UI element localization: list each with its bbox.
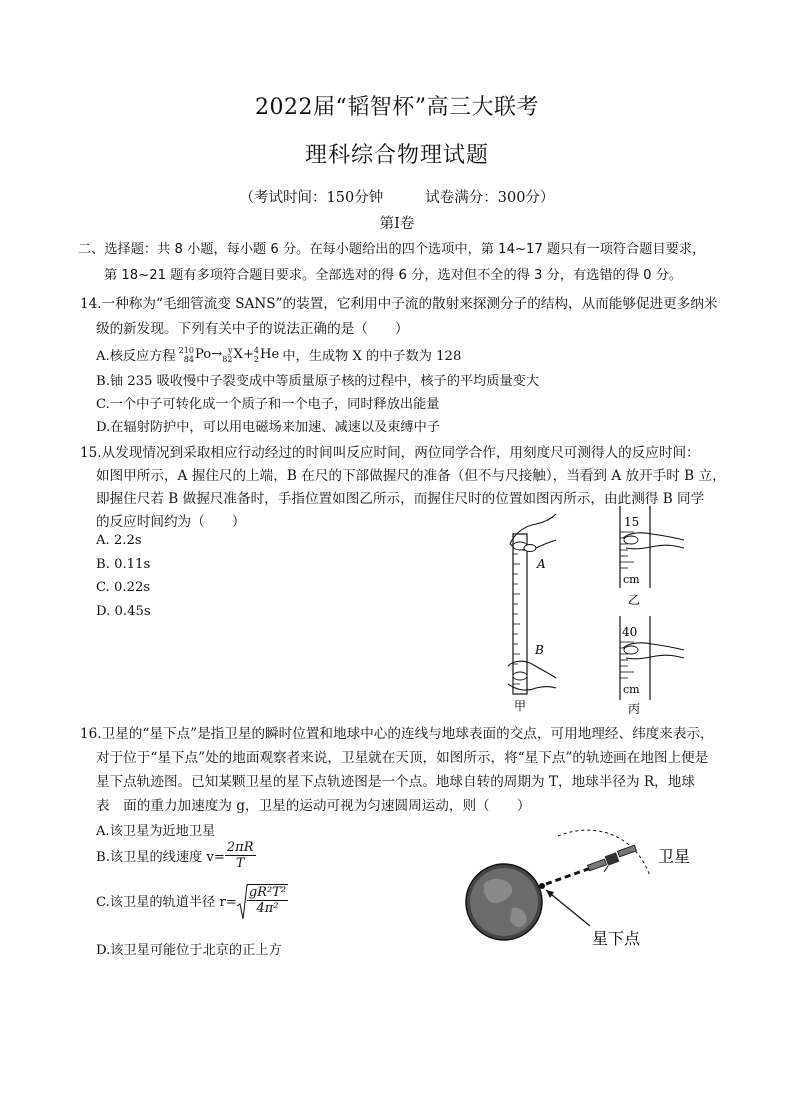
- caption-yi: 乙: [628, 593, 641, 607]
- ruler-bing-value: 40: [622, 625, 638, 639]
- q14-option-c: C.一个中子可转化成一个质子和一个电子，同时释放出能量: [96, 397, 440, 412]
- radius-denominator: 4π²: [256, 901, 279, 916]
- q15-option-d: D. 0.45s: [96, 604, 151, 619]
- q16-stem-line2: 对于位于“星下点”处的地面观察者来说，卫星就在天顶，如图所示，将“星下点”的轨迹画在地图上便是: [96, 750, 709, 766]
- exam-time: （考试时间：150分钟: [239, 190, 384, 206]
- exam-subtitle: 理科综合物理试题: [304, 143, 489, 168]
- q15-option-c: C. 0.22s: [96, 580, 151, 595]
- q16-option-d: D.该卫星可能位于北京的正上方: [96, 943, 282, 958]
- figure-yi: [620, 506, 684, 607]
- q14-option-a-suffix: 中，生成物 X 的中子数为 128: [282, 349, 462, 364]
- x-mass-number: y: [227, 345, 233, 355]
- po-atomic-number: 84: [183, 354, 194, 364]
- sub-point-marker: [539, 883, 545, 889]
- q16-option-b-prefix: B.该卫星的线速度 v=: [96, 850, 225, 865]
- unit-yi: cm: [623, 573, 640, 586]
- satellite-icon: [588, 845, 637, 872]
- q15-stem-line2: 如图甲所示，A 握住尺的上端，B 在尺的下部做握尺的准备（但不与尺接触），当看到 A 放开手时 B 立，: [96, 468, 726, 484]
- q15-stem-line4: 的反应时间约为（ ）: [96, 514, 246, 530]
- q14-stem-line1: 14.一种称为“毛细管流变 SANS”的装置，它利用中子流的散射来探测分子的结构，从而能够促进更多纳米: [80, 296, 718, 312]
- he-mass-number: 4: [253, 345, 260, 355]
- q16-stem-line3: 星下点轨迹图。已知某颗卫星的星下点轨迹图是一个点。地球自转的周期为 T，地球半径为 R，地球: [96, 774, 695, 790]
- x-symbol: X+: [233, 347, 254, 362]
- q16-stem-line4: 表 面的重力加速度为 g，卫星的运动可视为匀速圆周运动，则（ ）: [96, 798, 531, 814]
- q16-option-c-prefix: C.该卫星的轨道半径 r=: [96, 894, 237, 910]
- q14-option-b: B.铀 235 吸收慢中子裂变成中等质量原子核的过程中，核子的平均质量变大: [96, 374, 540, 389]
- nuclear-equation: [179, 346, 280, 364]
- section-instruction-line1: 二、选择题：共 8 小题，每小题 6 分。在每小题给出的四个选项中，第 14~17 题只有一项符合题目要求，: [78, 242, 706, 257]
- q16-figure: [462, 822, 732, 962]
- figure-jia: [508, 514, 556, 713]
- label-b: B: [535, 643, 544, 657]
- q16-option-b: [96, 840, 256, 871]
- he-atomic-number: 2: [253, 354, 260, 364]
- q15-option-b: B. 0.11s: [96, 557, 151, 572]
- q15-stem-line1: 15.从发现情况到采取相应行动经过的时间叫反应时间，两位同学合作，用刻度尺可测得人的反应时间：: [80, 445, 700, 461]
- volume-label: 第Ⅰ卷: [379, 216, 415, 232]
- section-instruction-line2: 第 18~21 题有多项符合题目要求。全部选对的得 6 分，选对但不全的得 3 分，有选错的得 0 分。: [104, 268, 683, 283]
- velocity-fraction: [225, 840, 256, 871]
- sub-point-label: 星下点: [592, 929, 641, 948]
- radius-fraction: [247, 885, 288, 916]
- ruler-yi-value: 15: [624, 515, 640, 529]
- q14-stem-line2: 级的新发现。下列有关中子的说法正确的是（ ）: [96, 321, 409, 337]
- x-atomic-number: 82: [222, 354, 233, 364]
- q14-option-a: [96, 345, 461, 364]
- q14-option-a-prefix: A.核反应方程: [96, 349, 176, 364]
- velocity-denominator: T: [235, 856, 245, 871]
- q15-option-a: A. 2.2s: [96, 533, 142, 548]
- po-symbol: Po: [194, 347, 212, 362]
- q16-option-c: [96, 884, 288, 916]
- radius-numerator: gR²T²: [248, 885, 287, 900]
- radius-sqrt: [237, 884, 288, 916]
- he-symbol: He: [260, 347, 280, 362]
- q15-figure: [480, 504, 710, 716]
- sub-point-arrow: [546, 890, 590, 926]
- caption-bing: 丙: [628, 702, 641, 716]
- satellite-label: 卫星: [658, 847, 691, 866]
- q15-stem-line3: 即握住尺若 B 做握尺准备时，手指位置如图乙所示，而握住尺时的位置如图丙所示，由此测得 B 同学: [96, 491, 705, 507]
- orbit-arc: [558, 830, 650, 876]
- q14-option-d: D.在辐射防护中，可以用电磁场来加速、减速以及束缚中子: [96, 420, 440, 435]
- caption-jia: 甲: [514, 699, 527, 713]
- unit-bing: cm: [623, 683, 640, 696]
- velocity-numerator: 2πR: [226, 840, 254, 855]
- exam-title: 2022届“韬智杯”高三大联考: [255, 95, 539, 120]
- label-a: A: [537, 557, 546, 571]
- po-mass-number: 210: [178, 345, 194, 355]
- q16-stem-line1: 16.卫星的“星下点”是指卫星的瞬时位置和地球中心的连线与地球表面的交点，可用地理经、纬度来表示，: [80, 726, 714, 742]
- sqrt-sign-icon: [237, 884, 248, 922]
- q16-option-a: A.该卫星为近地卫星: [96, 824, 216, 839]
- exam-meta: [0, 186, 794, 207]
- figure-bing: [620, 616, 684, 716]
- reaction-arrow: →: [211, 347, 223, 362]
- full-score: 试卷满分：300分）: [425, 190, 555, 206]
